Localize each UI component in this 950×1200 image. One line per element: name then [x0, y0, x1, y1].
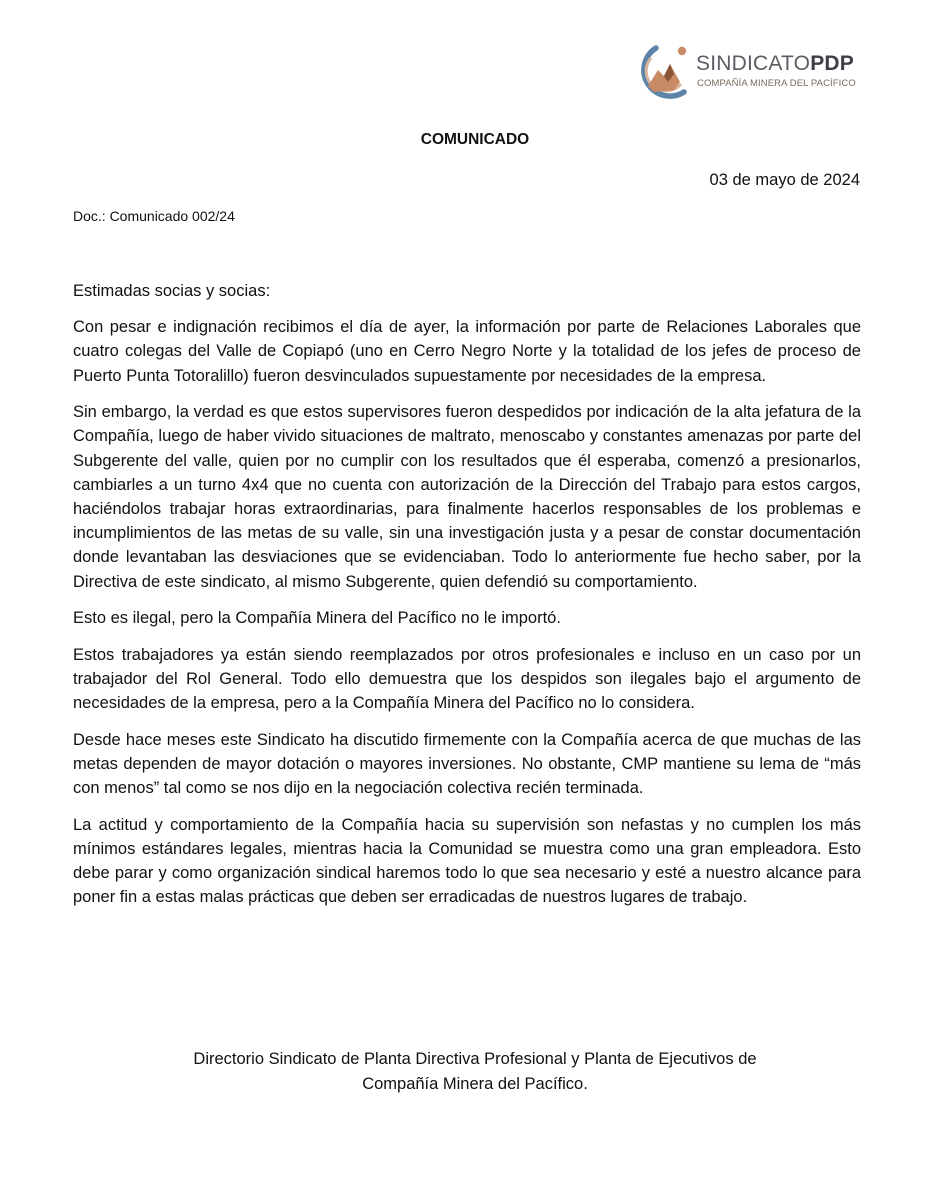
document-body	[73, 279, 861, 922]
mountain-logo-icon	[636, 42, 694, 104]
signature-line-2: Compañía Minera del Pacífico.	[362, 1075, 588, 1093]
document-date: 03 de mayo de 2024	[709, 171, 860, 189]
paragraph-1: Con pesar e indignación recibimos el día de ayer, la información por parte de Relaciones Laborales que cuatro colegas del Valle de Copiapó (uno en Cerro Negro Norte y la totalidad de los jefes de proceso de Puerto Punta Totoralillo) fueron desvinculados supuestamente por necesidades de la empresa.	[73, 318, 861, 385]
paragraph-5: Desde hace meses este Sindicato ha discutido firmemente con la Compañía acerca de que muchas de las metas dependen de mayor dotación o mayores inversiones. No obstante, CMP mantiene su lema de “más con menos” tal como se nos dijo en la negociación colectiva recién terminada.	[73, 730, 861, 798]
paragraph-3: Esto es ilegal, pero la Compañía Minera del Pacífico no le importó.	[73, 609, 561, 628]
paragraph-4: Estos trabajadores ya están siendo reemplazados por otros profesionales e incluso en un caso por un trabajador del Rol General. Todo ello demuestra que los despidos son ilegales bajo el argumento de necesidades de la empresa, pero a la Compañía Minera del Pacífico no lo considera.	[73, 645, 861, 713]
logo-subtitle: COMPAÑÍA MINERA DEL PACÍFICO	[697, 78, 856, 89]
document-title: COMUNICADO	[420, 131, 530, 148]
salutation: Estimadas socias y socias:	[73, 282, 271, 300]
union-logo	[636, 40, 876, 104]
paragraph-2: Sin embargo, la verdad es que estos supervisores fueron despedidos por indicación de la alta jefatura de la Compañía, luego de haber vivido situaciones de maltrato, menoscabo y constantes amenazas por parte del Subgerente del valle, quien por no cumplir con los resultados que él esperaba, comenzó a presionarlos, cambiarles a un turno 4x4 que no cuenta con autorización de la Dirección del Trabajo para estos cargos, haciéndolos trabajar horas extraordinarias, para finalmente hacerlos responsables de los problemas e incumplimientos de las metas de su valle, sin una investigación justa y a pesar de constar documentación donde levantaban las desviaciones que se evidenciaban. Todo lo anteriormente fue hecho saber, por la Directiva de este sindicato, al mismo Subgerente, quien defendió su comportamiento.	[73, 403, 861, 591]
document-reference: Doc.: Comunicado 002/24	[73, 208, 235, 224]
signature-block	[0, 1047, 950, 1097]
paragraph-6: La actitud y comportamiento de la Compañía hacia su supervisión son nefastas y no cumplen los más mínimos estándares legales, mientras hacia la Comunidad se muestra como una gran empleadora. Esto debe parar y como organización sindical haremos todo lo que sea necesario y esté a nuestro alcance para poner fin a estas malas prácticas que deben ser erradicadas de nuestros lugares de trabajo.	[73, 815, 861, 907]
signature-line-1: Directorio Sindicato de Planta Directiva Profesional y Planta de Ejecutivos de	[193, 1050, 757, 1068]
logo-wordmark: SINDICATOPDP	[696, 52, 854, 75]
